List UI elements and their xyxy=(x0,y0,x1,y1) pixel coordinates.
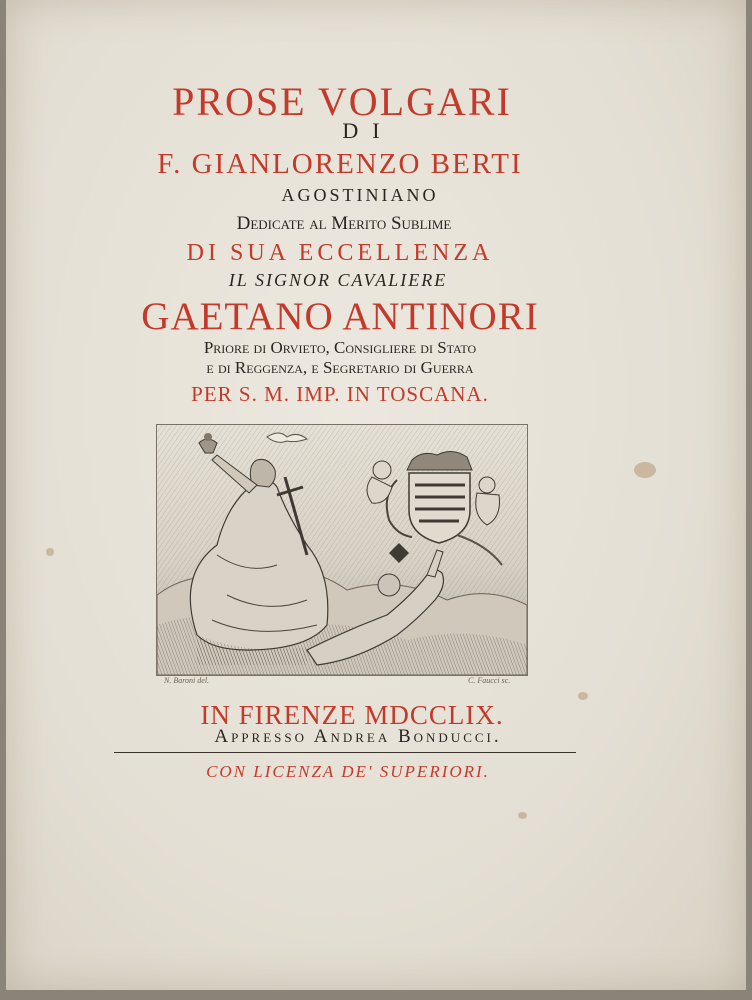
license-line: CON LICENZA DE' SUPERIORI. xyxy=(206,762,490,781)
imprint-printer: Appresso Andrea Bonducci. xyxy=(214,726,502,747)
offices-line-2: e di Reggenza, e Segretario di Guerra xyxy=(206,358,474,377)
author-order: AGOSTINIANO xyxy=(281,185,439,205)
imprint-rule xyxy=(114,752,576,753)
book-title: PROSE VOLGARI xyxy=(172,79,512,124)
dedication-line: Dedicate al Merito Sublime xyxy=(236,213,452,234)
engraving-credit-right: C. Faucci sc. xyxy=(468,676,511,685)
excellency-line: DI SUA ECCELLENZA xyxy=(186,240,494,266)
offices-line-1: Priore di Orvieto, Consigliere di Stato xyxy=(203,338,477,357)
foxing-spot xyxy=(46,548,54,556)
engraving-credit-left: N. Baroni del. xyxy=(164,676,210,685)
engraved-vignette xyxy=(156,424,528,676)
title-page xyxy=(6,0,746,990)
dedicatee-name: GAETANO ANTINORI xyxy=(141,295,539,338)
allegorical-engraving xyxy=(157,425,527,675)
imprint-place-date: IN FIRENZE MDCCLIX. xyxy=(200,700,504,730)
foxing-spot xyxy=(578,692,588,700)
honorific-line: IL SIGNOR CAVALIERE xyxy=(228,270,448,290)
jurisdiction-line: PER S. M. IMP. IN TOSCANA. xyxy=(191,382,489,406)
author-name: F. GIANLORENZO BERTI xyxy=(157,148,523,180)
foxing-spot xyxy=(634,462,656,478)
foxing-spot xyxy=(518,812,527,819)
title-preposition: DI xyxy=(342,118,394,143)
